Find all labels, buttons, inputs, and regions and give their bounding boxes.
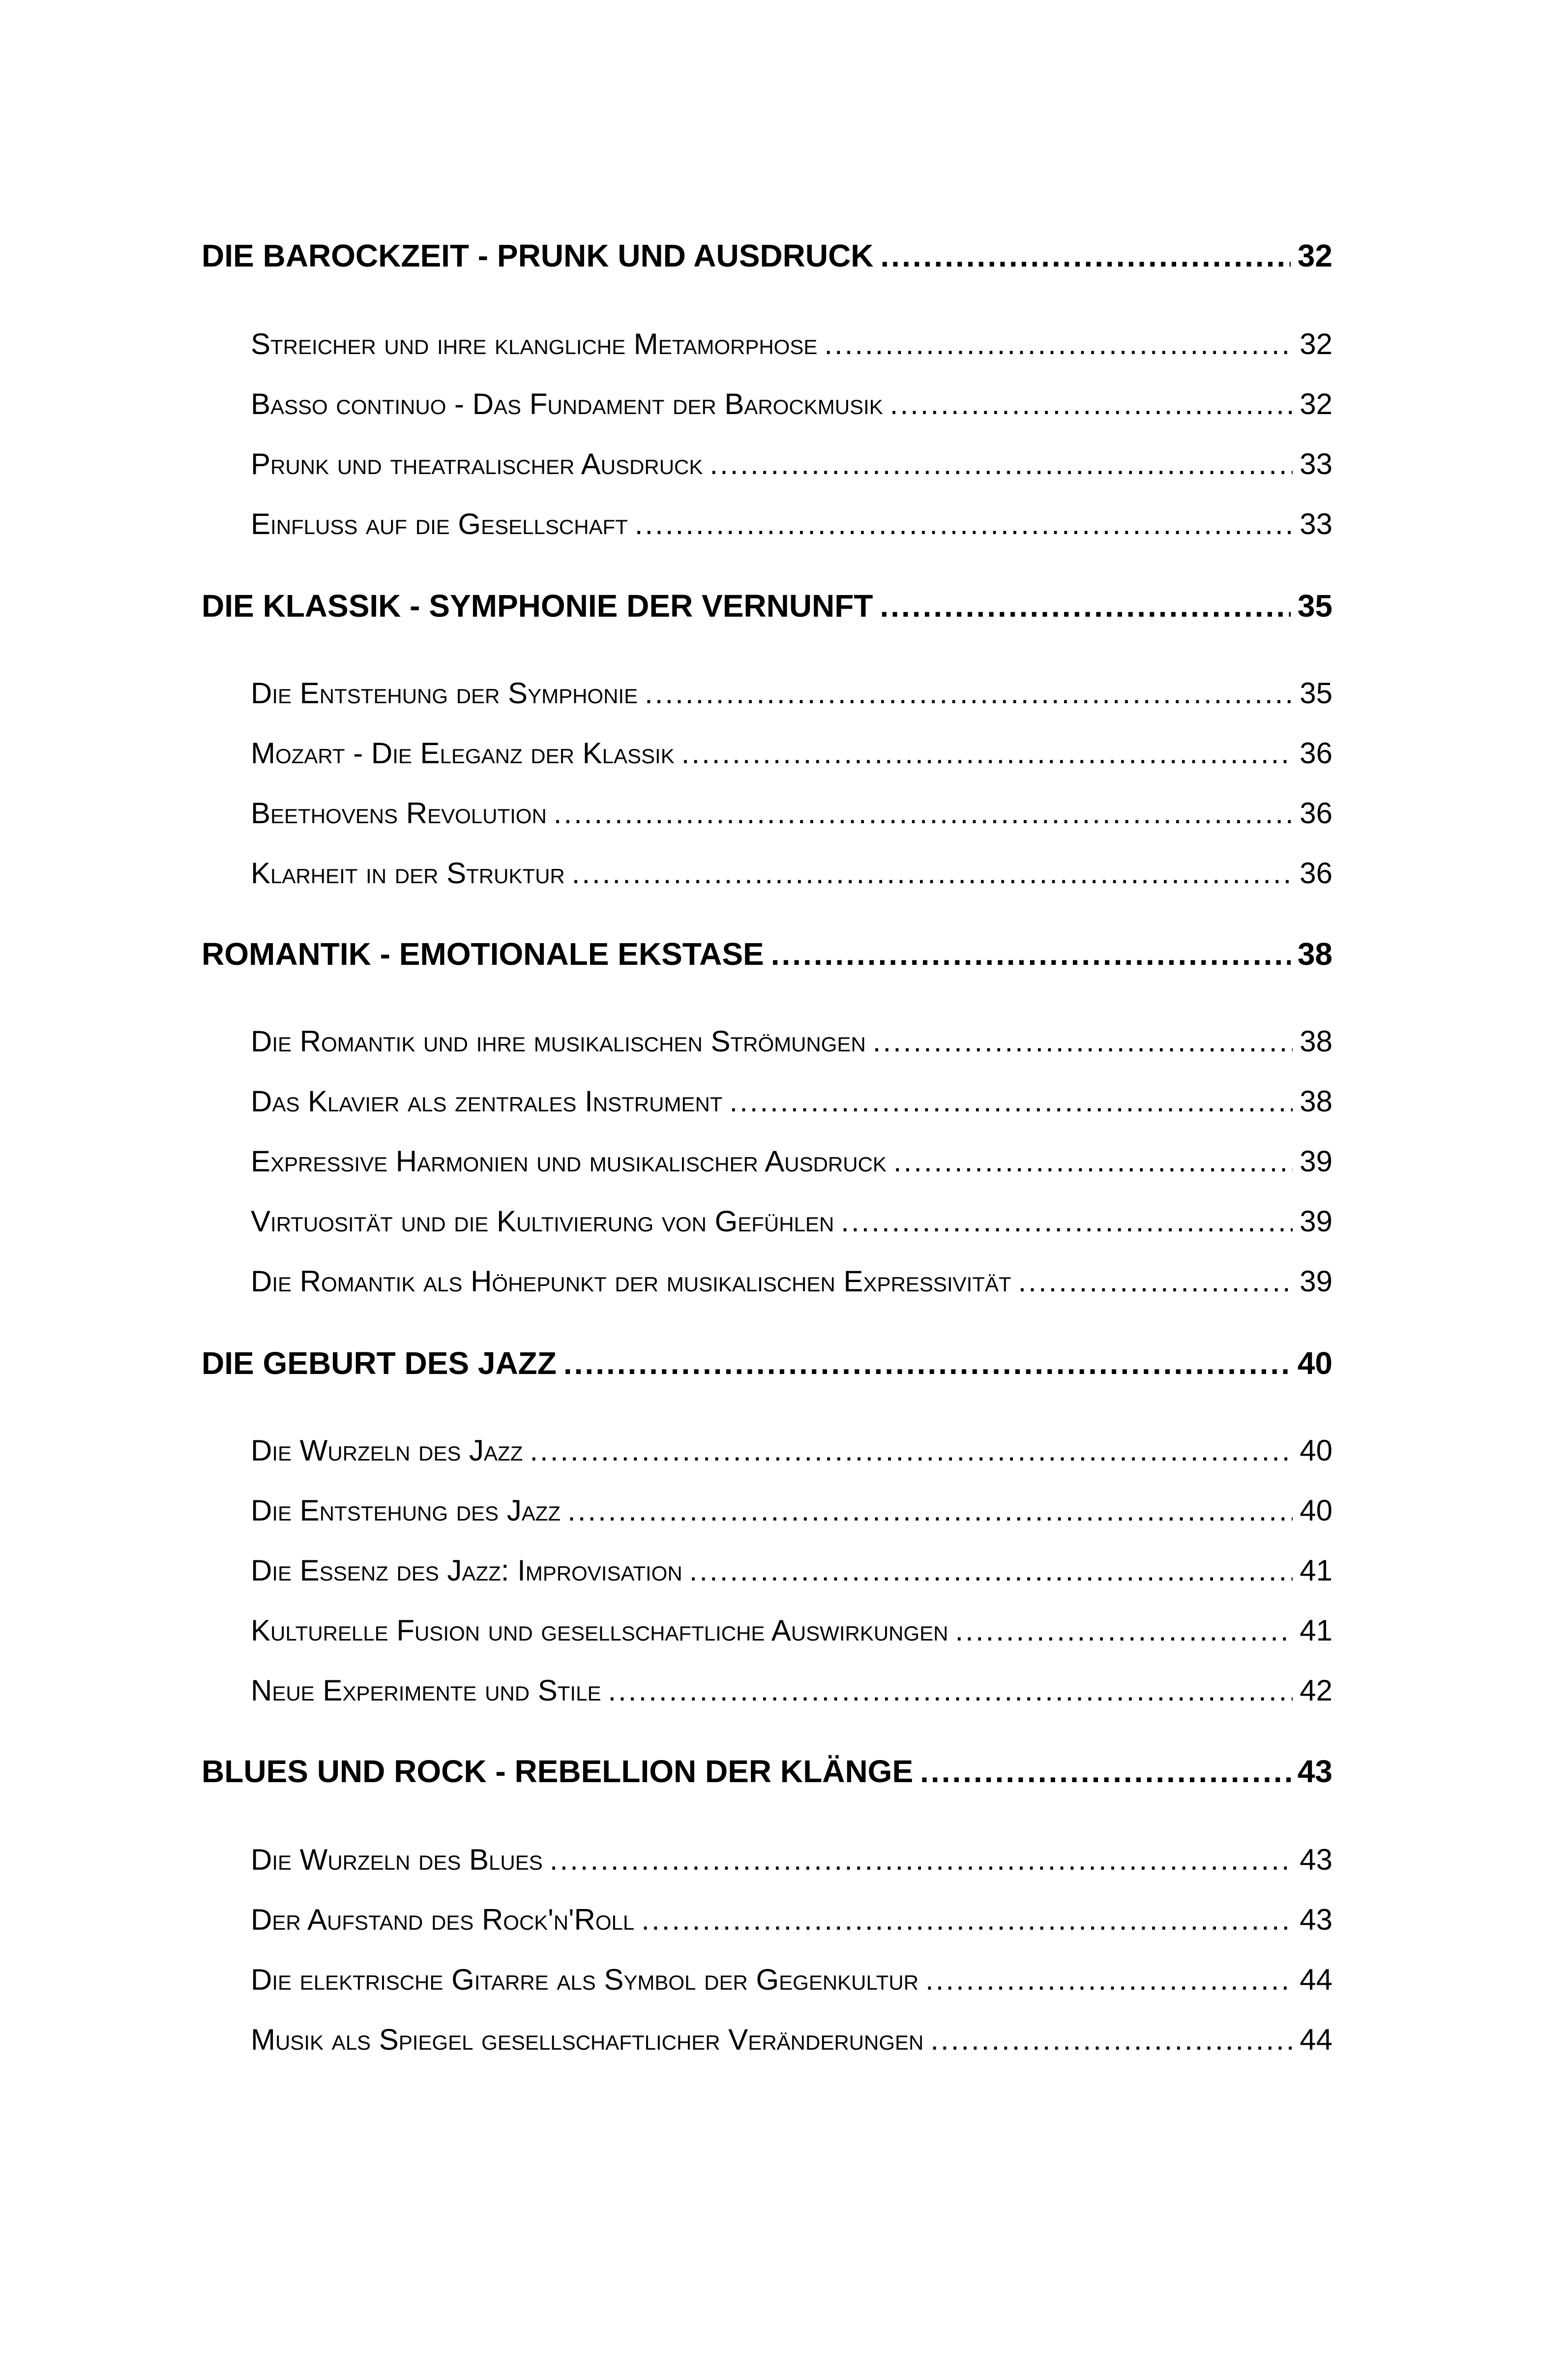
toc-page-number: 40 bbox=[1300, 1494, 1332, 1527]
toc-section[interactable] bbox=[202, 1492, 1332, 1529]
toc-page-number: 43 bbox=[1297, 1754, 1332, 1789]
toc-leader-dots bbox=[925, 1961, 1293, 1999]
toc-leader-dots bbox=[841, 1203, 1293, 1240]
toc-leader-dots bbox=[890, 386, 1293, 423]
toc-section[interactable] bbox=[202, 446, 1332, 483]
toc-entry-title: Streicher und ihre klangliche Metamorphose bbox=[251, 328, 818, 360]
toc-section[interactable] bbox=[202, 1612, 1332, 1649]
toc-entry-title: Die Romantik und ihre musikalischen Strömungen bbox=[251, 1025, 866, 1058]
toc-section[interactable] bbox=[202, 1552, 1332, 1589]
toc-leader-dots bbox=[572, 855, 1293, 892]
toc-leader-dots bbox=[554, 795, 1293, 832]
toc-chapter[interactable] bbox=[202, 1752, 1332, 1791]
toc-page-number: 36 bbox=[1300, 737, 1332, 770]
toc-page-number: 39 bbox=[1300, 1205, 1332, 1238]
toc-entry-title: DIE BAROCKZEIT - PRUNK UND AUSDRUCK bbox=[202, 238, 874, 273]
toc-section[interactable] bbox=[202, 1841, 1332, 1879]
toc-page-number: 32 bbox=[1297, 238, 1332, 273]
toc-section[interactable] bbox=[202, 1083, 1332, 1120]
toc-entry-title: Die elektrische Gitarre als Symbol der Gegenkultur bbox=[251, 1963, 919, 1996]
toc-entry-title: Die Essenz des Jazz: Improvisation bbox=[251, 1554, 682, 1587]
toc-page-number: 32 bbox=[1300, 388, 1332, 420]
toc-leader-dots bbox=[955, 1612, 1293, 1649]
toc-leader-dots bbox=[893, 1143, 1293, 1180]
toc-entry-title: Einfluss auf die Gesellschaft bbox=[251, 507, 628, 540]
toc-leader-dots bbox=[550, 1841, 1293, 1879]
toc-leader-dots bbox=[710, 446, 1293, 483]
toc-leader-dots bbox=[881, 236, 1291, 275]
toc-section[interactable] bbox=[202, 386, 1332, 423]
toc-section[interactable] bbox=[202, 1432, 1332, 1469]
toc-entry-title: Klarheit in der Struktur bbox=[251, 857, 565, 890]
toc-leader-dots bbox=[530, 1432, 1293, 1469]
toc-section[interactable] bbox=[202, 1901, 1332, 1939]
toc-page-number: 42 bbox=[1300, 1674, 1332, 1707]
toc-chapter[interactable] bbox=[202, 1343, 1332, 1383]
toc-entry-title: Neue Experimente und Stile bbox=[251, 1674, 601, 1707]
toc-entry-title: DIE KLASSIK - SYMPHONIE DER VERNUNFT bbox=[202, 588, 873, 624]
toc-page-number: 36 bbox=[1300, 857, 1332, 890]
toc-leader-dots bbox=[635, 506, 1293, 543]
toc-leader-dots bbox=[681, 735, 1293, 772]
toc-section[interactable] bbox=[202, 326, 1332, 363]
toc-leader-dots bbox=[567, 1492, 1293, 1529]
toc-page-number: 41 bbox=[1300, 1554, 1332, 1587]
toc-entry-title: Musik als Spiegel gesellschaftlicher Veränderungen bbox=[251, 2023, 924, 2056]
toc-page-number: 38 bbox=[1300, 1085, 1332, 1118]
toc-section[interactable] bbox=[202, 675, 1332, 712]
toc-chapter[interactable] bbox=[202, 586, 1332, 626]
toc-entry-title: Die Romantik als Höhepunkt der musikalischen Expressivität bbox=[251, 1265, 1011, 1298]
toc-section[interactable] bbox=[202, 1143, 1332, 1180]
toc-leader-dots bbox=[729, 1083, 1293, 1120]
toc-page-number: 38 bbox=[1297, 936, 1332, 972]
toc-leader-dots bbox=[689, 1552, 1293, 1589]
toc-page-number: 33 bbox=[1300, 448, 1332, 480]
toc-leader-dots bbox=[880, 586, 1290, 626]
toc-leader-dots bbox=[1018, 1263, 1293, 1300]
toc-entry-title: Die Entstehung der Symphonie bbox=[251, 677, 638, 710]
toc-leader-dots bbox=[873, 1023, 1293, 1060]
toc-chapter[interactable] bbox=[202, 934, 1332, 974]
toc-section[interactable] bbox=[202, 506, 1332, 543]
toc-page-number: 44 bbox=[1300, 2023, 1332, 2056]
toc-leader-dots bbox=[824, 326, 1293, 363]
toc-entry-title: Mozart - Die Eleganz der Klassik bbox=[251, 737, 675, 770]
toc-section[interactable] bbox=[202, 1023, 1332, 1060]
toc-section[interactable] bbox=[202, 735, 1332, 772]
toc-entry-title: Das Klavier als zentrales Instrument bbox=[251, 1085, 723, 1118]
toc-page-number: 38 bbox=[1300, 1025, 1332, 1058]
toc-section[interactable] bbox=[202, 1961, 1332, 1999]
toc-entry-title: Basso continuo - Das Fundament der Barockmusik bbox=[251, 388, 883, 420]
toc-page-number: 43 bbox=[1300, 1843, 1332, 1876]
toc-leader-dots bbox=[920, 1752, 1291, 1791]
toc-page-number: 39 bbox=[1300, 1265, 1332, 1298]
toc-entry-title: Prunk und theatralischer Ausdruck bbox=[251, 448, 703, 480]
toc-entry-title: Virtuosität und die Kultivierung von Gefühlen bbox=[251, 1205, 834, 1238]
toc-entry-title: Expressive Harmonien und musikalischer Ausdruck bbox=[251, 1145, 887, 1178]
toc-section[interactable] bbox=[202, 1672, 1332, 1709]
toc-leader-dots bbox=[563, 1343, 1291, 1383]
toc-section[interactable] bbox=[202, 1263, 1332, 1300]
toc-page-number: 35 bbox=[1300, 677, 1332, 710]
toc-entry-title: Der Aufstand des Rock'n'Roll bbox=[251, 1903, 635, 1936]
toc-section[interactable] bbox=[202, 855, 1332, 892]
toc-section[interactable] bbox=[202, 2021, 1332, 2059]
toc-entry-title: Die Wurzeln des Jazz bbox=[251, 1434, 523, 1467]
toc-page-number: 32 bbox=[1300, 328, 1332, 360]
toc-page-number: 33 bbox=[1300, 507, 1332, 540]
toc-entry-title: ROMANTIK - EMOTIONALE EKSTASE bbox=[202, 936, 764, 972]
toc-leader-dots bbox=[771, 934, 1291, 974]
toc-chapter[interactable] bbox=[202, 236, 1332, 275]
toc-page-number: 35 bbox=[1297, 588, 1332, 624]
toc-leader-dots bbox=[608, 1672, 1293, 1709]
toc-entry-title: DIE GEBURT DES JAZZ bbox=[202, 1345, 557, 1381]
toc-page-number: 40 bbox=[1297, 1345, 1332, 1381]
toc-leader-dots bbox=[930, 2021, 1293, 2059]
toc-entry-title: Beethovens Revolution bbox=[251, 797, 547, 830]
toc-page-number: 40 bbox=[1300, 1434, 1332, 1467]
toc-entry-title: Die Wurzeln des Blues bbox=[251, 1843, 543, 1876]
toc-section[interactable] bbox=[202, 1203, 1332, 1240]
toc-leader-dots bbox=[645, 675, 1293, 712]
toc-entry-title: Kulturelle Fusion und gesellschaftliche Auswirkungen bbox=[251, 1614, 948, 1647]
toc-page-number: 43 bbox=[1300, 1903, 1332, 1936]
toc-section[interactable] bbox=[202, 795, 1332, 832]
toc-entry-title: BLUES UND ROCK - REBELLION DER KLÄNGE bbox=[202, 1754, 914, 1789]
toc-page-number: 44 bbox=[1300, 1963, 1332, 1996]
toc-entry-title: Die Entstehung des Jazz bbox=[251, 1494, 561, 1527]
toc-page-number: 39 bbox=[1300, 1145, 1332, 1178]
toc-leader-dots bbox=[641, 1901, 1293, 1939]
toc-page-number: 41 bbox=[1300, 1614, 1332, 1647]
toc-page-number: 36 bbox=[1300, 797, 1332, 830]
